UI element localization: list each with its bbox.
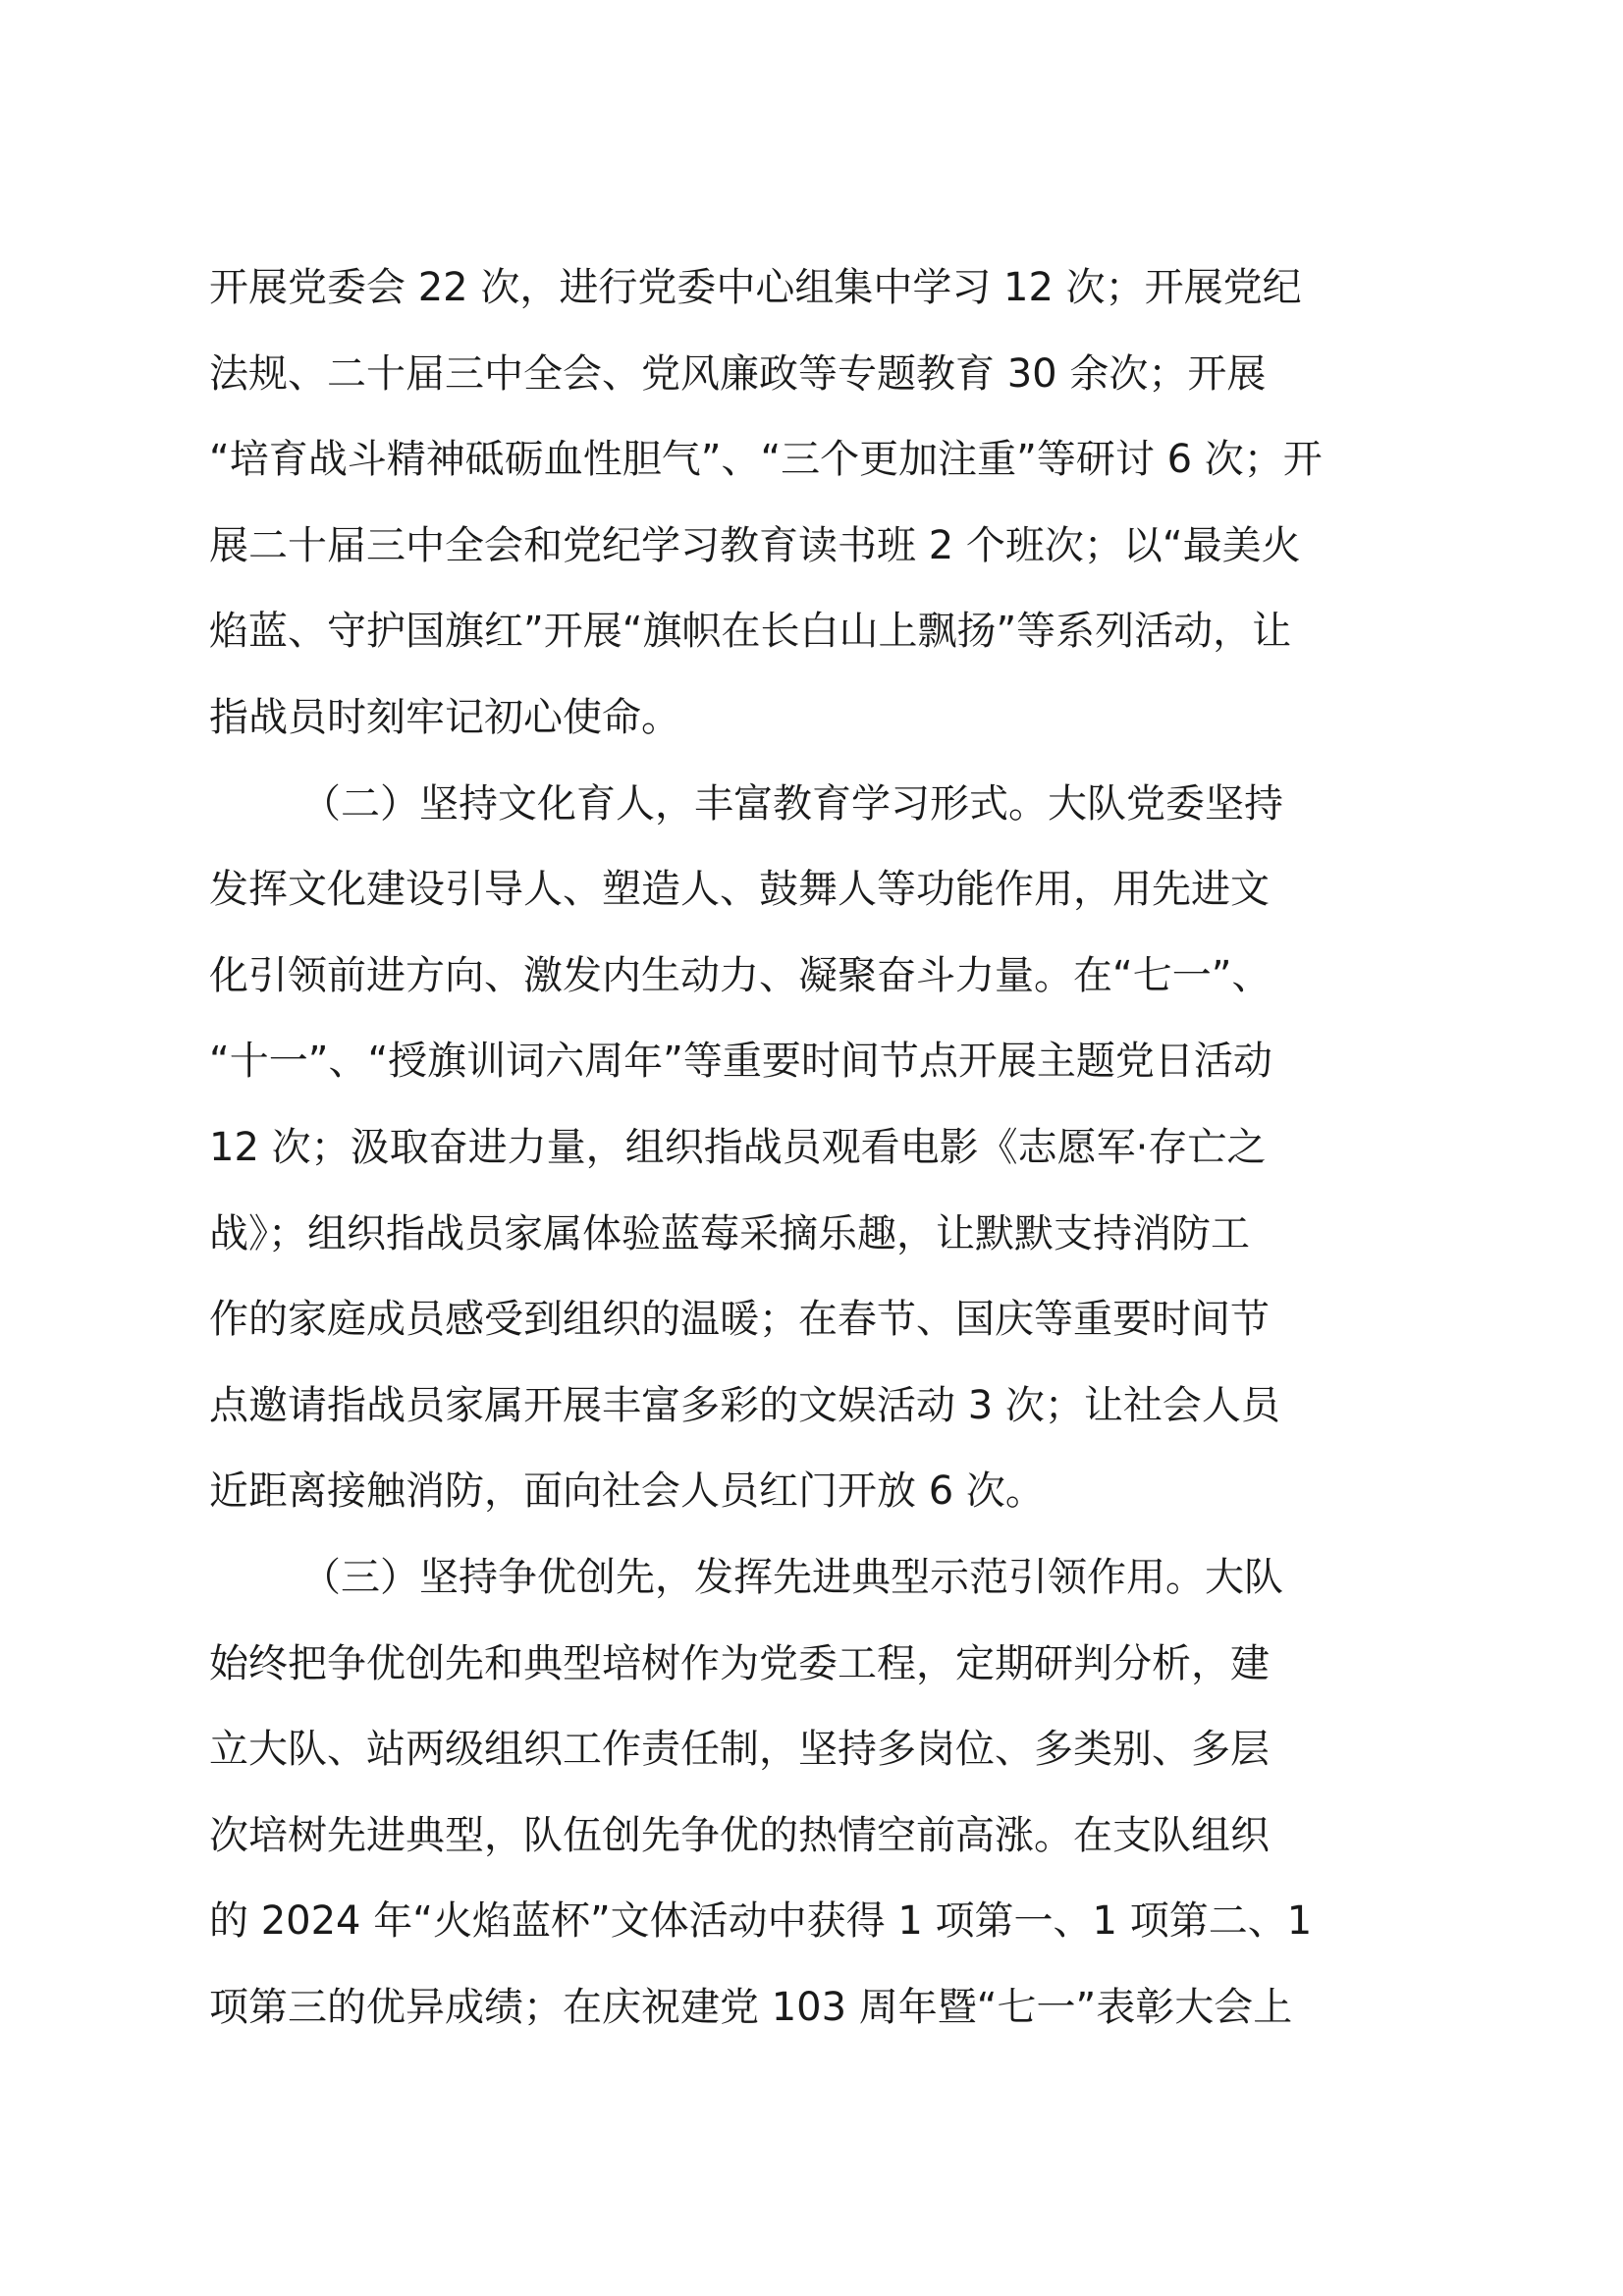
section-heading-line: （三）坚持争优创先，发挥先进典型示范引领作用。大队	[301, 1554, 1283, 1600]
text-line: 展二十届三中全会和党纪学习教育读书班 2 个班次；以“最美火	[209, 522, 1301, 568]
text-line: 近距离接触消防，面向社会人员红门开放 6 次。	[209, 1468, 1045, 1515]
text-line: “培育战斗精神砥砺血性胆气”、“三个更加注重”等研讨 6 次；开	[209, 437, 1323, 483]
text-line: 化引领前进方向、激发内生动力、凝聚奋斗力量。在“七一”、	[209, 952, 1271, 998]
text-line: “十一”、“授旗训词六周年”等重要时间节点开展主题党日活动	[209, 1039, 1272, 1085]
text-line: 始终把争优创先和典型培树作为党委工程，定期研判分析，建	[209, 1640, 1270, 1686]
text-line: 12 次；汲取奋进力量，组织指战员观看电影《志愿军·存亡之	[209, 1124, 1267, 1170]
text-line: 战》；组织指战员家属体验蓝莓采摘乐趣，让默默支持消防工	[209, 1210, 1250, 1256]
text-line: 发挥文化建设引导人、塑造人、鼓舞人等功能作用，用先进文	[209, 867, 1270, 913]
body-text	[209, 245, 1427, 2051]
text-line: 作的家庭成员感受到组织的温暖；在春节、国庆等重要时间节	[209, 1297, 1270, 1343]
text-line: 次培树先进典型，队伍创先争优的热情空前高涨。在支队组织	[209, 1812, 1270, 1858]
text-line: 法规、二十届三中全会、党风廉政等专题教育 30 余次；开展	[209, 350, 1267, 397]
text-line: 焰蓝、守护国旗红”开展“旗帜在长白山上飘扬”等系列活动，让	[209, 609, 1292, 655]
text-line: 的 2024 年“火焰蓝杯”文体活动中获得 1 项第一、1 项第二、1	[209, 1898, 1313, 1945]
text-line: 点邀请指战员家属开展丰富多彩的文娱活动 3 次；让社会人员	[209, 1382, 1280, 1428]
section-heading-line: （二）坚持文化育人，丰富教育学习形式。大队党委坚持	[301, 780, 1283, 827]
text-line: 开展党委会 22 次，进行党委中心组集中学习 12 次；开展党纪	[209, 265, 1302, 310]
text-line: 指战员时刻牢记初心使命。	[209, 694, 680, 740]
text-line: 项第三的优异成绩；在庆祝建党 103 周年暨“七一”表彰大会上	[209, 1984, 1293, 2030]
text-line: 立大队、站两级组织工作责任制，坚持多岗位、多类别、多层	[209, 1727, 1270, 1773]
